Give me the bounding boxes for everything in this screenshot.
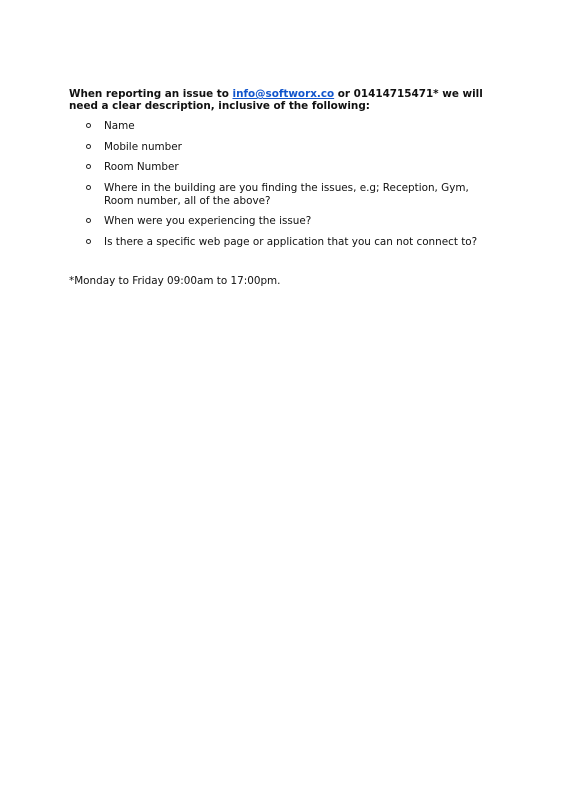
- list-item: [84, 161, 484, 174]
- intro-paragraph: [69, 88, 509, 112]
- list-item: [84, 215, 484, 228]
- circle-bullet-icon: [86, 239, 91, 244]
- list-item: [84, 141, 484, 154]
- circle-bullet-icon: [86, 164, 91, 169]
- list-item-text: Where in the building are you finding the issues, e.g; Reception, Gym, Room number, all of the above?: [104, 182, 469, 207]
- intro-middle: or 01414715471* we will need a clear description, inclusive of the following:: [69, 88, 483, 112]
- intro-prefix: When reporting an issue to: [69, 88, 233, 100]
- list-item-text: Mobile number: [104, 140, 182, 153]
- circle-bullet-icon: [86, 218, 91, 223]
- circle-bullet-icon: [86, 185, 91, 190]
- list-item-text: Is there a specific web page or application that you can not connect to?: [104, 235, 478, 248]
- list-item-text: Room Number: [104, 161, 179, 174]
- list-item-text: When were you experiencing the issue?: [104, 215, 312, 228]
- circle-bullet-icon: [86, 123, 91, 128]
- list-item-text: Name: [104, 120, 135, 132]
- footnote: *Monday to Friday 09:00am to 17:00pm.: [69, 275, 281, 287]
- list-item: [84, 182, 484, 207]
- email-link[interactable]: info@softworx.co: [232, 88, 335, 100]
- requirements-list: [84, 120, 484, 257]
- circle-bullet-icon: [86, 144, 91, 149]
- list-item: [84, 120, 484, 133]
- list-item: [84, 236, 484, 249]
